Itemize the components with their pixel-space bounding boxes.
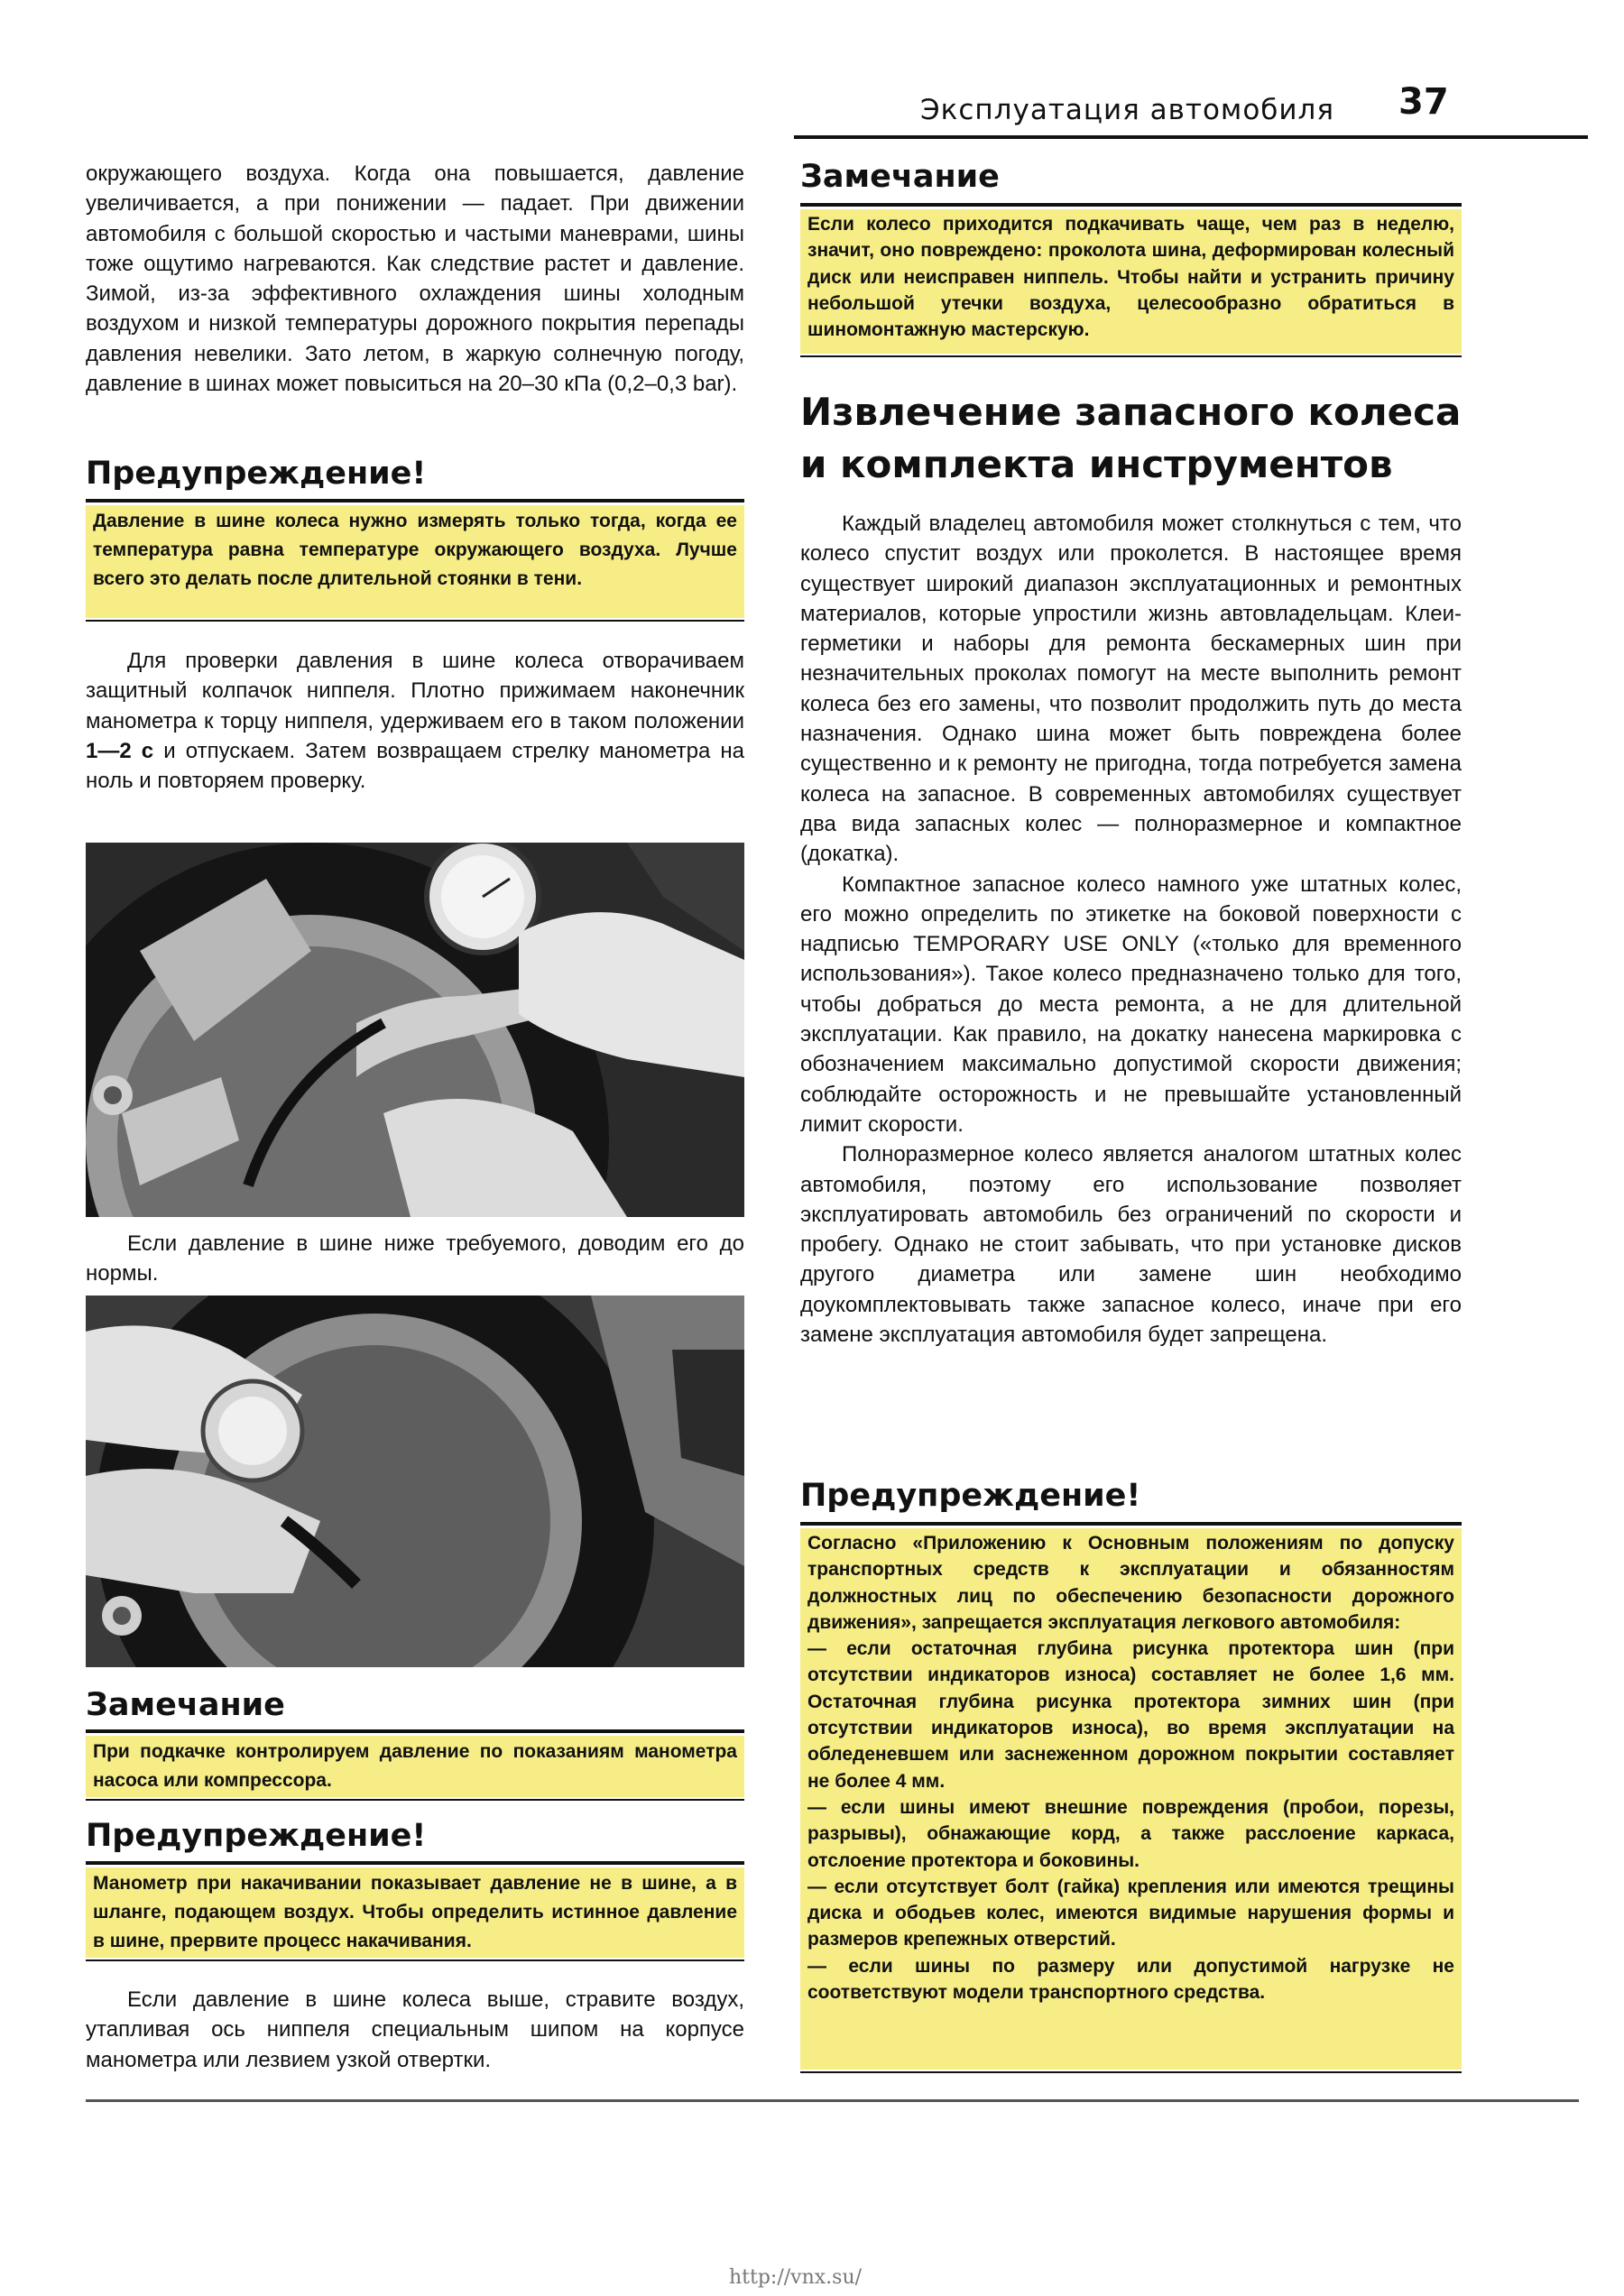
warning2-top-rule (86, 1861, 744, 1865)
spare-para-2: Компактное запасное колесо намного уже штатных колес, его можно определить по этикетке на боковой поверхности с надписью TEMPORARY USE ONLY («только для временного использования»). Такое колесо предназначено только для того, чтобы добраться до места ремонта, а не для длительной эксплуатации. Как правило, на докатку нанесена маркировка с обозначением максимально допустимой скорости движения; соблюдайте осторожность и не превышайте установленный лимит скорости. (800, 871, 1462, 1137)
warning-right-top-rule (800, 1522, 1462, 1526)
note1-bottom-rule (86, 1799, 744, 1801)
spare-para-1: Каждый владелец автомобиля может столкнуться с тем, что колесо спустит воздух или проколется. В настоящее время существует широкий диапазон эксплуатационных и ремонтных материалов, которые упростили жизнь автовладельцам. Клеи-герметики и наборы для ремонта бескамерных шин при незначительных проколах помогут на месте выполнить ремонт колеса без его замены, что позволит продолжить путь до места назначения. Однако шина может быть повреждена более существенно и к ремонту не пригодна, тогда потребуется замена колеса на запасное. В современных автомобилях существует два вида запасных колес — полноразмерное и компактное (докатка). (800, 512, 1462, 867)
check-paragraph (86, 646, 744, 796)
note-right-top-rule (800, 203, 1462, 207)
warning2-bottom-rule (86, 1959, 744, 1961)
section-title: Эксплуатация автомобиля (920, 94, 1335, 126)
heading-line-1: Извлечение запасного колеса (800, 390, 1462, 434)
caption-inflate (86, 1229, 744, 1289)
note1-top-rule (86, 1729, 744, 1733)
heading-line-2: и комплекта инструментов (800, 442, 1393, 486)
warning-right-bottom-rule (800, 2071, 1462, 2073)
warning1-bottom-rule (86, 620, 744, 622)
note1-text: При подкачке контролируем давление по показаниям манометра насоса или компрессора. (93, 1741, 737, 1791)
inflate-paragraph: Если давление в шине ниже требуемого, доводим его до нормы. (86, 1231, 744, 1286)
warning-right-line-0: Согласно «Приложению к Основным положениям по допуску транспортных средств к эксплуатации и обязанностям должностных лиц по обеспечению безопасности дорожного движения», запрещается эксплуатация легкового автомобиля: (807, 1533, 1454, 1633)
warning-right-line-4: — если шины по размеру или допустимой нагрузке не соответствуют модели транспортного средства. (807, 1955, 1454, 2004)
photo-gauge-closeup (86, 1296, 744, 1667)
note-right-title: Замечание (800, 159, 1000, 195)
bleed-paragraph: Если давление в шине колеса выше, стравите воздух, утапливая ось ниппеля специальным шипом на корпусе манометра или лезвием узкой отвертки. (86, 1987, 744, 2072)
check-text-after: и отпускаем. Затем возвращаем стрелку манометра на ноль и повторяем проверку. (86, 738, 744, 794)
check-text-before: Для проверки давления в шине колеса отворачиваем защитный колпачок ниппеля. Плотно прижимаем наконечник манометра к торцу ниппеля, удерживаем его в таком положении (86, 649, 744, 733)
check-procedure (86, 646, 744, 796)
warning2-box (86, 1867, 744, 1958)
running-header (794, 81, 1588, 139)
warning2-text: Манометр при накачивании показывает давление не в шине, а в шланге, подающем воздух. Чтобы определить истинное давление в шине, прервите процесс накачивания. (93, 1873, 737, 1951)
warning-right-line-3: — если отсутствует болт (гайка) крепления или имеются трещины диска и ободьев колес, имеются видимые нарушения формы и размеров крепежных отверстий. (807, 1876, 1454, 1950)
warning2-title: Предупреждение! (86, 1818, 427, 1854)
warning1-box (86, 505, 744, 618)
spare-wheel-text (800, 509, 1462, 1350)
source-url[interactable]: http://vnx.su/ (729, 2266, 863, 2289)
left-intro (86, 159, 744, 399)
warning-right-line-2: — если шины имеют внешние повреждения (пробои, порезы, разрывы), обнажающие корд, а также расслоение каркаса, отслоение протектора и боковины. (807, 1796, 1454, 1871)
page-number: 37 (1398, 81, 1449, 123)
warning1-top-rule (86, 499, 744, 503)
spare-para-3: Полноразмерное колесо является аналогом штатных колес автомобиля, поэтому его использование позволяет эксплуатировать автомобиль без ограничений по скорости и пробегу. Однако не стоит забывать, что при установке дисков другого диаметра или замене шин необходимо доукомплектовывать также запасное колесо, иначе при его замене эксплуатация автомобиля будет запрещена. (800, 1142, 1462, 1348)
warning-right-line-1: — если остаточная глубина рисунка протектора шин (при отсутствии индикаторов износа) составляет не более 1,6 мм. Остаточная глубина рисунка протектора зимних шин (при отсутствии индикаторов износа), во время эксплуатации на обледеневшем или заснеженном дорожном покрытии составляет не более 4 мм. (807, 1638, 1454, 1792)
footer-rule (86, 2099, 1579, 2102)
note-right-text: Если колесо приходится подкачивать чаще, чем раз в неделю, значит, оно повреждено: проколота шина, деформирован колесный диск или неисправен ниппель. Чтобы найти и устранить причину небольшой утечки воздуха, целесообразно обратиться в шиномонтажную мастерскую. (807, 214, 1454, 341)
note1-title: Замечание (86, 1687, 285, 1723)
warning-right-title: Предупреждение! (800, 1478, 1141, 1514)
intro-paragraph: окружающего воздуха. Когда она повышается, давление увеличивается, а при понижении — падает. При движении автомобиля с большой скоростью и частыми маневрами, шины тоже ощутимо нагреваются. Как следствие растет и давление. Зимой, из-за эффективного охлаждения шины холодным воздухом и низкой температуры дорожного покрытия перепады давления невелики. Зато летом, в жаркую солнечную погоду, давление в шинах может повыситься на 20–30 кПа (0,2–0,3 bar). (86, 161, 744, 397)
check-duration: 1—2 с (86, 738, 154, 763)
photo-gauge-measuring (86, 843, 744, 1217)
note-right-box (800, 209, 1462, 354)
warning1-text: Давление в шине колеса нужно измерять только тогда, когда ее температура равна температуре окружающего воздуха. Лучше всего это делать после длительной стоянки в тени. (93, 511, 737, 589)
note1-box (86, 1736, 744, 1797)
bleed-procedure (86, 1985, 744, 2075)
warning-right-box (800, 1528, 1462, 2070)
warning1-title: Предупреждение! (86, 456, 427, 492)
note-right-bottom-rule (800, 355, 1462, 357)
spare-wheel-heading (800, 386, 1522, 491)
